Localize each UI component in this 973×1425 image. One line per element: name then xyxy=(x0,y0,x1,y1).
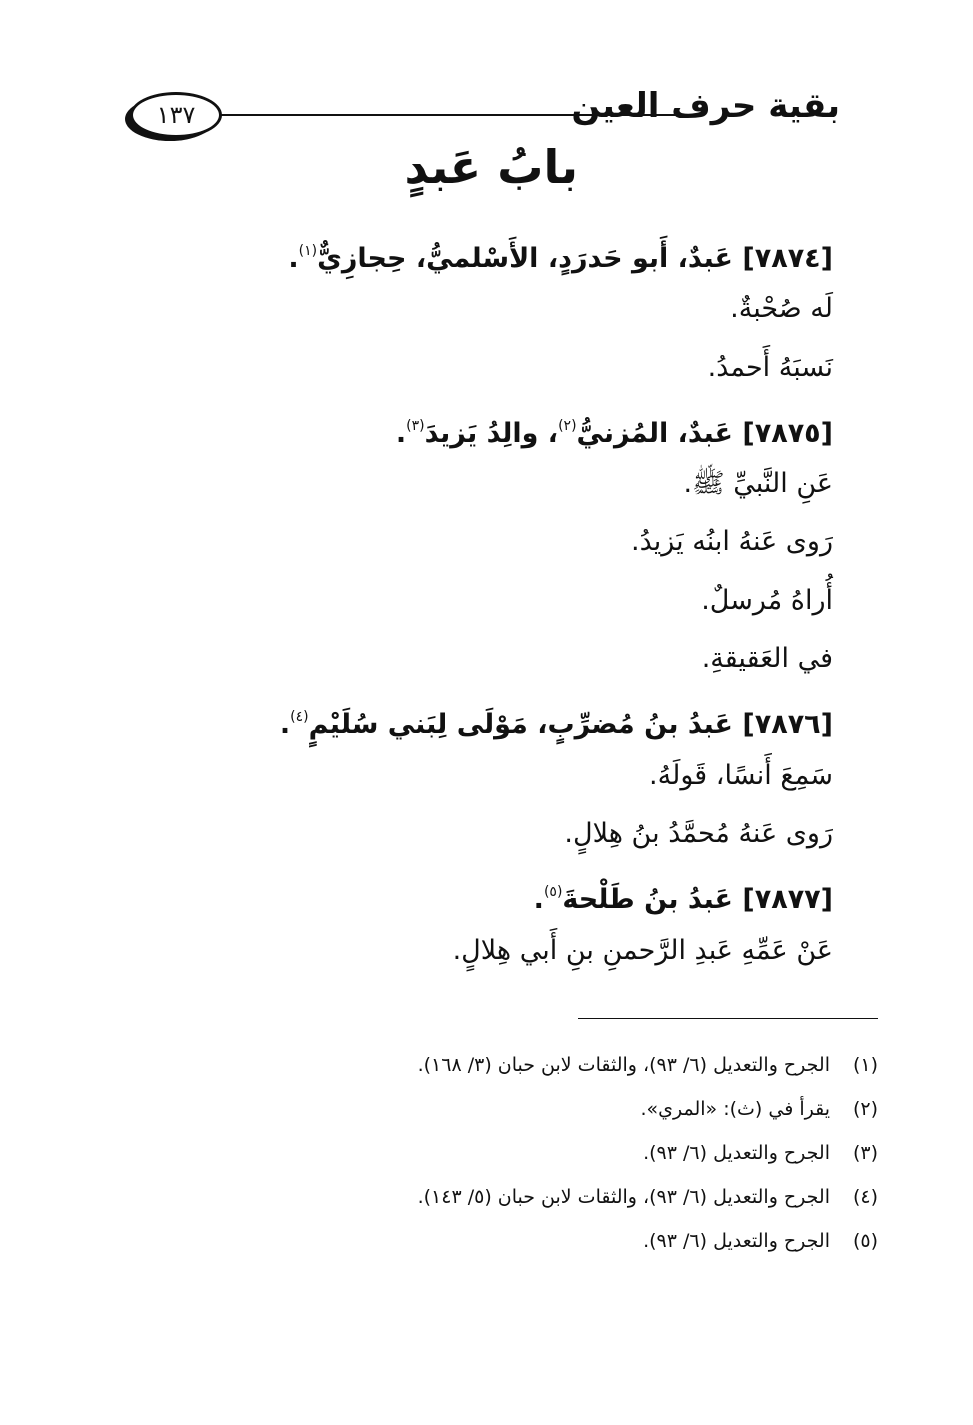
text-line: في العَقيقةِ. xyxy=(701,643,833,675)
footnote: (٤)الجرح والتعديل (٦/ ٩٣)، والثقات لابن حبان (٥/ ١٤٣). xyxy=(417,1186,878,1208)
footnote-ref: (٢) xyxy=(558,417,577,434)
entries-body xyxy=(133,222,833,980)
text-line: رَوى عَنهُ مُحمَّدُ بنُ هِلالٍ. xyxy=(564,817,833,849)
text-line: رَوى عَنهُ ابنُه يَزيدُ. xyxy=(630,526,833,558)
text-line: عَنْ عَمِّهِ عَبدِ الرَّحمنِ بنِ أَبي هِلالٍ. xyxy=(452,934,833,966)
text-line: [٧٨٧٧] عَبدُ بنُ طَلْحةَ$^{(٥)}$. xyxy=(533,884,833,916)
text-line: عَنِ النَّبيِّ ﷺ. xyxy=(683,468,833,500)
text-line: لَه صُحْبةٌ. xyxy=(730,293,833,325)
page-number: ١٣٧ xyxy=(156,101,196,129)
footnote-ref: (٥) xyxy=(543,884,563,901)
chapter-title: بابُ عَبدٍ xyxy=(404,140,578,194)
footnote: (٥)الجرح والتعديل (٦/ ٩٣). xyxy=(643,1230,878,1252)
text-line: نَسبَهُ أَحمدُ. xyxy=(707,351,833,383)
text-line: [٧٨٧٥] عَبدٌ، المُزنيُّ$^{(٢)}$، والِدُ يَزيدَ$^{(٣)}$. xyxy=(395,417,833,449)
page-header xyxy=(120,80,840,140)
running-title: بقية حرف العين xyxy=(571,86,840,126)
footnote: (٢)يقرأ في (ث): «المري». xyxy=(640,1098,878,1120)
footnotes xyxy=(258,1043,878,1263)
footnote-ref: (٤) xyxy=(290,709,309,726)
footnote-separator xyxy=(578,1018,878,1019)
footnote: (١)الجرح والتعديل (٦/ ٩٣)، والثقات لابن حبان (٣/ ١٦٨). xyxy=(417,1054,878,1076)
text-line: أُراهُ مُرسلٌ. xyxy=(701,584,833,616)
header-rule xyxy=(220,114,700,116)
footnote-ref: (٣) xyxy=(406,417,425,434)
footnote: (٣)الجرح والتعديل (٦/ ٩٣). xyxy=(643,1142,878,1164)
text-line: سَمِعَ أَنسًا، قَولَهُ. xyxy=(649,759,833,791)
page-number-badge xyxy=(130,92,222,138)
footnote-ref: (١) xyxy=(298,243,318,259)
text-line: [٧٨٧٦] عَبدُ بنُ مُضرِّبٍ، مَوْلَى لِبَني سُلَيْمٍ$^{(٤)}$. xyxy=(279,709,833,741)
text-line: [٧٨٧٤] عَبدٌ، أَبو حَدرَدٍ، الأَسْلميُّ، حِجازِيٌّ$^{(١)}$. xyxy=(288,243,833,274)
